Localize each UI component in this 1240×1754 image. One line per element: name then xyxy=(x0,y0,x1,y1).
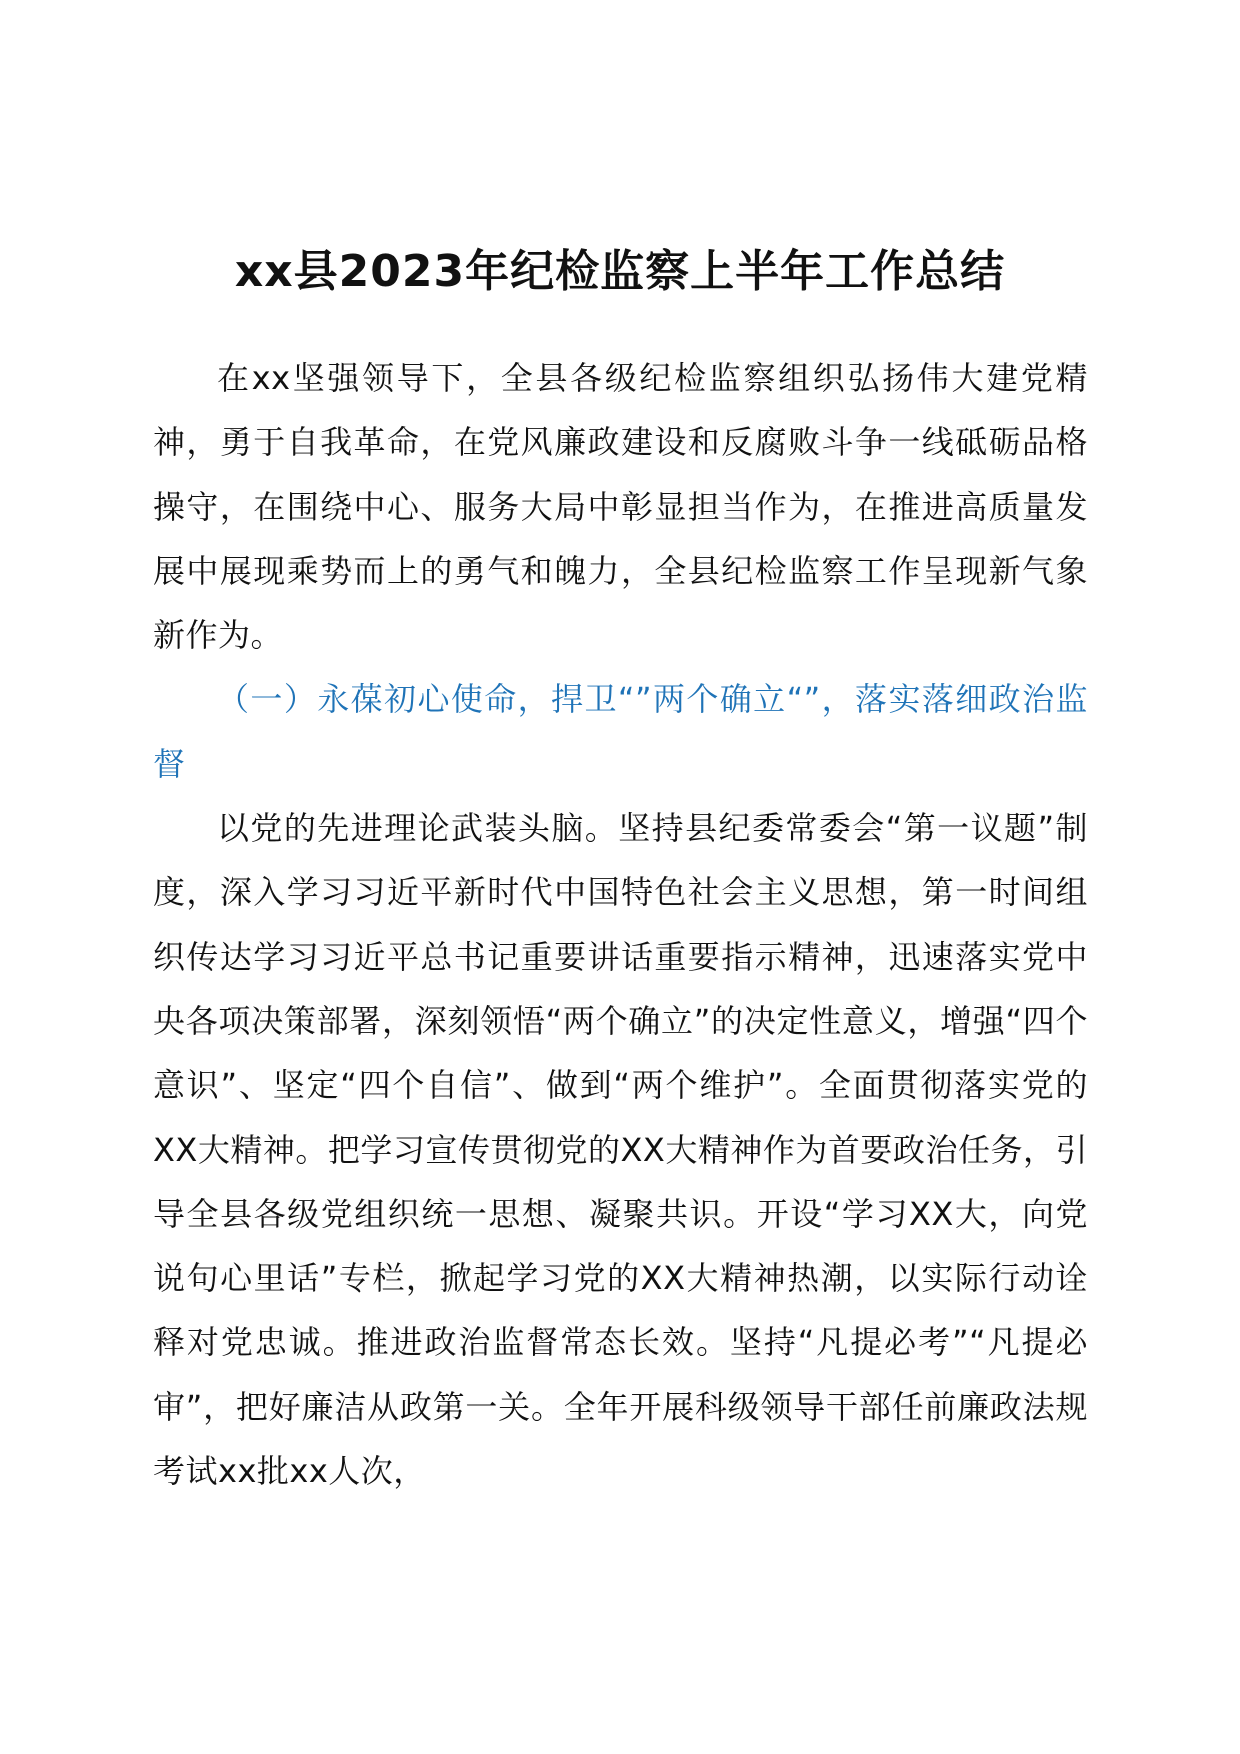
document-body xyxy=(153,346,1088,1503)
document-title: xx县2023年纪检监察上半年工作总结 xyxy=(234,246,1006,297)
body-paragraph: 以党的先进理论武装头脑。坚持县纪委常委会“第一议题”制度，深入学习习近平新时代中国特色社会主义思想，第一时间组织传达学习习近平总书记重要讲话重要指示精神，迅速落实党中央各项决策部署，深刻领悟“两个确立”的决定性意义，增强“四个意识”、坚定“四个自信”、做到“两个维护”。全面贯彻落实党的XX大精神。把学习宣传贯彻党的XX大精神作为首要政治任务，引导全县各级党组织统一思想、凝聚共识。开设“学习XX大，向党说句心里话”专栏，掀起学习党的XX大精神热潮，以实际行动诠释对党忠诚。推进政治监督常态长效。坚持“凡提必考”“凡提必审”，把好廉洁从政第一关。全年开展科级领导干部任前廉政法规考试xx批xx人次， xyxy=(153,809,1088,1491)
section-heading: （一）永葆初心使命，捍卫“”两个确立“”，落实落细政治监督 xyxy=(153,680,1088,783)
intro-paragraph: 在xx坚强领导下，全县各级纪检监察组织弘扬伟大建党精神，勇于自我革命，在党风廉政建设和反腐败斗争一线砥砺品格操守，在围绕中心、服务大局中彰显担当作为，在推进高质量发展中展现乘势而上的勇气和魄力，全县纪检监察工作呈现新气象新作为。 xyxy=(153,359,1088,655)
